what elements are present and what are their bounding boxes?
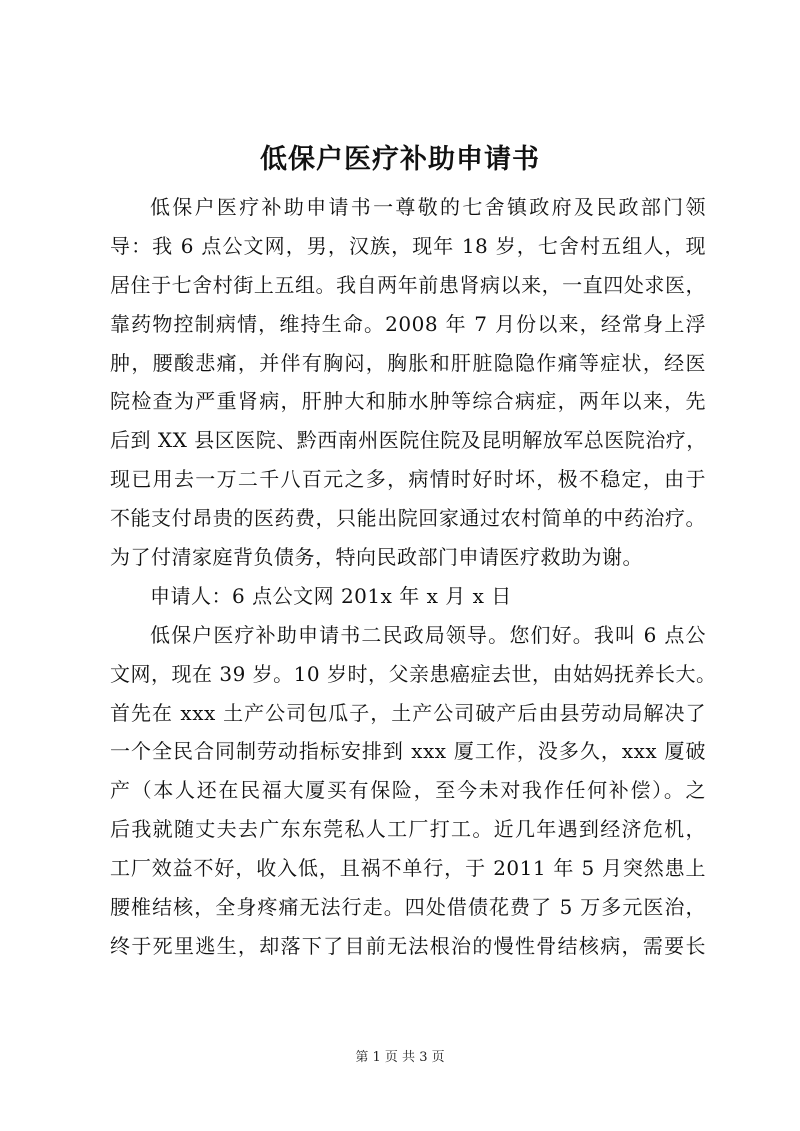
paragraph-1-line-4: 靠药物控制病情，维持生命。2008 年 7 月份以来，经常身上浮 bbox=[110, 311, 706, 336]
paragraph-2-line-4: 一个全民合同制劳动指标安排到 xxx 厦工作，没多久，xxx 厦破 bbox=[110, 739, 706, 764]
paragraph-2-line-3: 首先在 xxx 土产公司包瓜子，土产公司破产后由县劳动局解决了 bbox=[110, 700, 706, 725]
paragraph-2-line-6: 后我就随丈夫去广东东莞私人工厂打工。近几年遇到经济危机， bbox=[110, 817, 706, 842]
paragraph-1-line-6: 院检查为严重肾病，肝肿大和肺水肿等综合病症，两年以来，先 bbox=[110, 389, 706, 414]
paragraph-1-line-2: 导：我 6 点公文网，男，汉族，现年 18 岁，七舍村五组人，现 bbox=[110, 233, 706, 258]
paragraph-1-line-8: 现已用去一万二千八百元之多，病情时好时坏，极不稳定，由于 bbox=[110, 467, 706, 492]
paragraph-1-line-1: 低保户医疗补助申请书一尊敬的七舍镇政府及民政部门领 bbox=[150, 195, 706, 219]
paragraph-1-line-7: 后到 XX 县区医院、黔西南州医院住院及昆明解放军总医院治疗， bbox=[110, 428, 707, 453]
paragraph-1-line-10: 为了付清家庭背负债务，特向民政部门申请医疗救助为谢。 bbox=[110, 545, 643, 570]
document-title: 低保户医疗补助申请书 bbox=[260, 144, 540, 175]
page-footer: 第 1 页 共 3 页 bbox=[355, 1050, 445, 1065]
paragraph-2-line-9: 终于死里逃生，却落下了目前无法根治的慢性骨结核病，需要长 bbox=[110, 933, 706, 958]
paragraph-1-line-3: 居住于七舍村街上五组。我自两年前患肾病以来，一直四处求医， bbox=[110, 272, 706, 297]
applicant-signature-line: 申请人：6 点公文网 201x 年 x 月 x 日 bbox=[150, 583, 512, 608]
paragraph-1-line-5: 肿，腰酸悲痛，并伴有胸闷，胸胀和肝脏隐隐作痛等症状，经医 bbox=[110, 350, 706, 375]
paragraph-2-line-5: 产（本人还在民福大厦买有保险，至今未对我作任何补偿）。之 bbox=[110, 778, 706, 803]
paragraph-2-line-2: 文网，现在 39 岁。10 岁时，父亲患癌症去世，由姑妈抚养长大。 bbox=[110, 661, 717, 686]
paragraph-2-line-1: 低保户医疗补助申请书二民政局领导。您们好。我叫 6 点公 bbox=[150, 622, 706, 647]
paragraph-2-line-8: 腰椎结核，全身疼痛无法行走。四处借债花费了 5 万多元医治， bbox=[110, 895, 706, 920]
paragraph-2-line-7: 工厂效益不好，收入低，且祸不单行，于 2011 年 5 月突然患上 bbox=[110, 856, 706, 881]
document-body bbox=[110, 188, 717, 966]
paragraph-1-line-9: 不能支付昂贵的医药费，只能出院回家通过农村简单的中药治疗。 bbox=[110, 506, 706, 531]
